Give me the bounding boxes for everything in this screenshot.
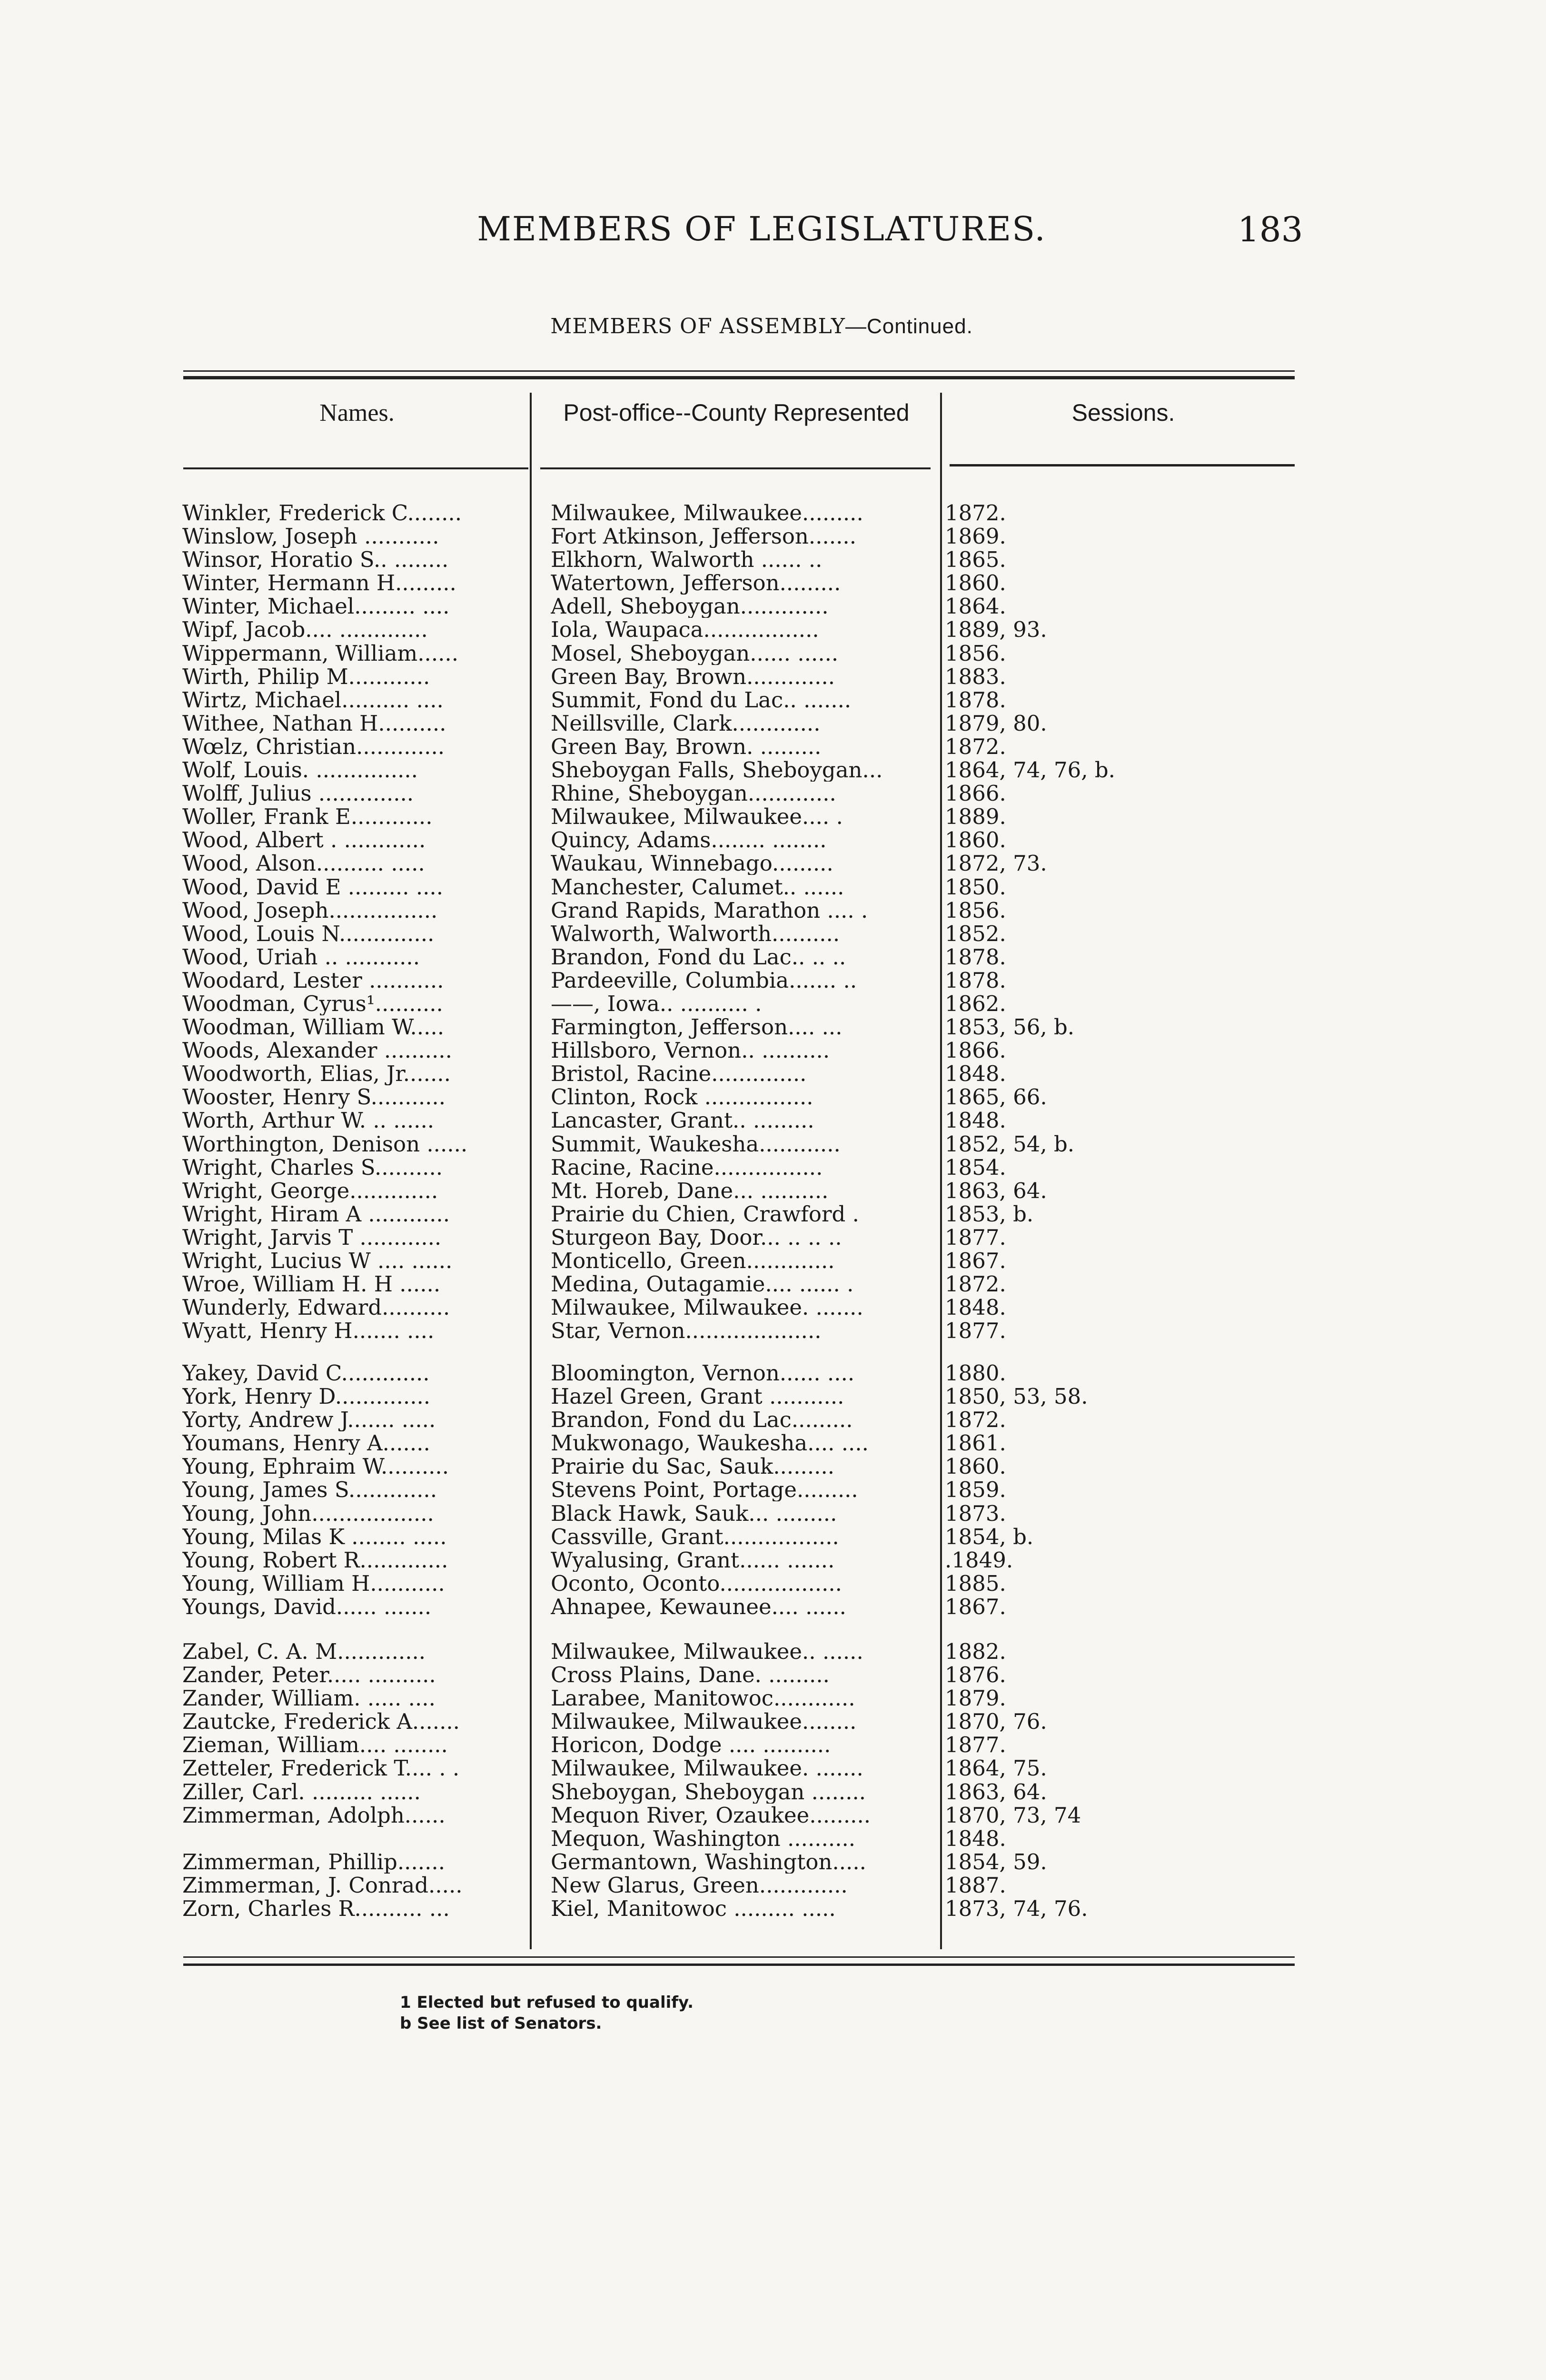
member-name: Young, William H........... xyxy=(182,1571,445,1595)
table-group-z xyxy=(0,1640,1546,1920)
sessions: 1873, 74, 76. xyxy=(945,1897,1088,1921)
member-name: Winslow, Joseph ........... xyxy=(182,525,439,548)
post-office-county: Cross Plains, Dane. ......... xyxy=(551,1663,830,1687)
member-name: Wood, Louis N.............. xyxy=(182,922,435,945)
table-row xyxy=(0,1085,1546,1109)
member-name: Wolf, Louis. ............... xyxy=(182,758,418,782)
table-row xyxy=(0,1850,1546,1874)
table-row xyxy=(0,1640,1546,1663)
member-name: Wunderly, Edward.......... xyxy=(182,1296,450,1319)
post-office-county: Milwaukee, Milwaukee......... xyxy=(551,501,863,525)
post-office-county: Quincy, Adams........ ........ xyxy=(551,828,827,852)
header-rule-post xyxy=(540,467,931,469)
member-name: Yorty, Andrew J....... ..... xyxy=(182,1408,436,1432)
sessions: 1856. xyxy=(945,898,1006,922)
sessions: 1873. xyxy=(945,1501,1006,1525)
sessions: 1863, 64. xyxy=(945,1179,1047,1202)
post-office-county: Mukwonago, Waukesha.... .... xyxy=(551,1431,869,1455)
subtitle-main: MEMBERS OF ASSEMBLY xyxy=(550,314,845,338)
table-row xyxy=(0,1663,1546,1686)
sessions: 1854. xyxy=(945,1155,1006,1179)
post-office-county: Bloomington, Vernon...... .... xyxy=(551,1361,855,1385)
sessions: 1860. xyxy=(945,1455,1006,1478)
sessions: 1879, 80. xyxy=(945,711,1047,735)
member-name: Wirth, Philip M............ xyxy=(182,664,430,688)
member-name: Yakey, David C............. xyxy=(182,1361,430,1385)
bottom-rule-1 xyxy=(183,1956,1295,1958)
member-name: Woods, Alexander .......... xyxy=(182,1039,452,1062)
post-office-county: Medina, Outagamie.... ...... . xyxy=(551,1272,854,1296)
sessions: 1866. xyxy=(945,782,1006,805)
table-row xyxy=(0,1595,1546,1618)
sessions: 1870, 73, 74 xyxy=(945,1803,1081,1827)
table-row xyxy=(0,992,1546,1015)
member-name: Wood, Joseph................ xyxy=(182,898,438,922)
sessions: 1878. xyxy=(945,688,1006,712)
table-row xyxy=(0,1733,1546,1756)
sessions: 1854, 59. xyxy=(945,1850,1047,1874)
sessions: 1848. xyxy=(945,1062,1006,1086)
subtitle-continued: —Continued. xyxy=(845,315,973,338)
member-name: York, Henry D.............. xyxy=(182,1385,431,1408)
member-name: Zimmerman, J. Conrad..... xyxy=(182,1873,463,1897)
member-name: Wroe, William H. H ...... xyxy=(182,1272,441,1296)
post-office-county: Sheboygan Falls, Sheboygan... xyxy=(551,758,883,782)
sessions: 1861. xyxy=(945,1431,1006,1455)
member-name: Zimmerman, Phillip....... xyxy=(182,1850,445,1874)
post-office-county: Fort Atkinson, Jefferson....... xyxy=(551,525,857,548)
post-office-county: Milwaukee, Milwaukee.... . xyxy=(551,805,843,829)
table-row xyxy=(0,665,1546,688)
sessions: 1864, 75. xyxy=(945,1756,1047,1780)
post-office-county: Oconto, Oconto.................. xyxy=(551,1571,842,1595)
post-office-county: Monticello, Green............. xyxy=(551,1249,835,1272)
member-name: Zieman, William.... ........ xyxy=(182,1733,448,1757)
post-office-county: Summit, Waukesha............ xyxy=(551,1132,841,1156)
running-title: MEMBERS OF LEGISLATURES. xyxy=(477,209,1046,248)
table-row xyxy=(0,1226,1546,1249)
table-row xyxy=(0,875,1546,899)
table-row xyxy=(0,1132,1546,1156)
sessions: 1865, 66. xyxy=(945,1085,1047,1109)
member-name: Zorn, Charles R.......... ... xyxy=(182,1897,450,1921)
table-row xyxy=(0,712,1546,735)
post-office-county: Green Bay, Brown............. xyxy=(551,664,835,688)
member-name: Wood, Albert . ............ xyxy=(182,828,426,852)
member-name: Zautcke, Frederick A....... xyxy=(182,1710,460,1734)
table-row xyxy=(0,1296,1546,1319)
sessions: 1859. xyxy=(945,1478,1006,1502)
sessions: 1852. xyxy=(945,922,1006,945)
table-row xyxy=(0,1804,1546,1827)
post-office-county: Ahnapee, Kewaunee.... ...... xyxy=(551,1595,846,1618)
table-row xyxy=(0,1431,1546,1455)
column-header-post-office: Post-office--County Represented xyxy=(563,399,910,426)
sessions: 1848. xyxy=(945,1109,1006,1132)
sessions: 1882. xyxy=(945,1640,1006,1663)
table-group-w xyxy=(0,501,1546,1342)
member-name: Young, Ephraim W.......... xyxy=(182,1455,449,1478)
sessions: 1848. xyxy=(945,1296,1006,1319)
post-office-county: Grand Rapids, Marathon .... . xyxy=(551,898,868,922)
table-row xyxy=(0,1062,1546,1085)
sessions: 1853, 56, b. xyxy=(945,1015,1075,1039)
member-name: Young, James S............. xyxy=(182,1478,437,1502)
post-office-county: Green Bay, Brown. ......... xyxy=(551,734,822,758)
table-row xyxy=(0,1502,1546,1525)
member-name: Wood, Alson.......... ..... xyxy=(182,852,425,875)
member-name: Wipf, Jacob.... ............. xyxy=(182,618,428,642)
sessions: 1876. xyxy=(945,1663,1006,1687)
post-office-county: Mt. Horeb, Dane... .......... xyxy=(551,1179,829,1202)
sessions: 1872. xyxy=(945,501,1006,525)
member-name: Wirtz, Michael.......... .... xyxy=(182,688,444,712)
table-row xyxy=(0,922,1546,945)
sessions: 1850. xyxy=(945,875,1006,899)
member-name: Wyatt, Henry H....... .... xyxy=(182,1319,435,1343)
table-row xyxy=(0,1756,1546,1780)
member-name: Withee, Nathan H.......... xyxy=(182,711,446,735)
post-office-county: Milwaukee, Milwaukee........ xyxy=(551,1710,857,1734)
sessions: 1865. xyxy=(945,548,1006,572)
post-office-county: Germantown, Washington..... xyxy=(551,1850,866,1874)
post-office-county: Mosel, Sheboygan...... ...... xyxy=(551,641,839,665)
post-office-county: Bristol, Racine.............. xyxy=(551,1062,807,1086)
post-office-county: Stevens Point, Portage......... xyxy=(551,1478,858,1502)
post-office-county: Prairie du Chien, Crawford . xyxy=(551,1202,859,1226)
sessions: 1867. xyxy=(945,1595,1006,1618)
post-office-county: Watertown, Jefferson......... xyxy=(551,571,841,595)
sessions: 1852, 54, b. xyxy=(945,1132,1075,1156)
member-name: Young, Robert R............. xyxy=(182,1548,448,1572)
sessions: 1856. xyxy=(945,641,1006,665)
post-office-county: Lancaster, Grant.. ......... xyxy=(551,1109,814,1132)
member-name: Wippermann, William...... xyxy=(182,641,459,665)
member-name: Youngs, David...... ....... xyxy=(182,1595,432,1618)
member-name: Wright, Lucius W .... ...... xyxy=(182,1249,453,1272)
post-office-county: New Glarus, Green............. xyxy=(551,1873,848,1897)
member-name: Wood, David E ......... .... xyxy=(182,875,444,899)
post-office-county: Horicon, Dodge .... .......... xyxy=(551,1733,831,1757)
member-name: Zimmerman, Adolph...... xyxy=(182,1803,446,1827)
post-office-county: Milwaukee, Milwaukee. ....... xyxy=(551,1756,863,1780)
table-row xyxy=(0,525,1546,548)
post-office-county: Sturgeon Bay, Door... .. .. .. xyxy=(551,1225,842,1249)
sessions: 1885. xyxy=(945,1571,1006,1595)
sessions: .1849. xyxy=(945,1548,1013,1572)
table-row xyxy=(0,945,1546,969)
member-name: Worth, Arthur W. .. ...... xyxy=(182,1109,435,1132)
sessions: 1864. xyxy=(945,595,1006,618)
post-office-county: Farmington, Jefferson.... ... xyxy=(551,1015,842,1039)
table-row xyxy=(0,1109,1546,1132)
post-office-county: Milwaukee, Milwaukee. ....... xyxy=(551,1296,863,1319)
table-row xyxy=(0,595,1546,618)
member-name: Woodman, William W..... xyxy=(182,1015,445,1039)
member-name: Woller, Frank E............ xyxy=(182,805,433,829)
member-name: Young, John.................. xyxy=(182,1501,434,1525)
member-name: Woodard, Lester ........... xyxy=(182,968,444,992)
sessions: 1850, 53, 58. xyxy=(945,1385,1088,1408)
post-office-county: Iola, Waupaca................. xyxy=(551,618,819,642)
table-row xyxy=(0,1874,1546,1897)
table-row xyxy=(0,828,1546,852)
post-office-county: Elkhorn, Walworth ...... .. xyxy=(551,548,823,572)
table-row xyxy=(0,1548,1546,1572)
sessions: 1866. xyxy=(945,1039,1006,1062)
table-group-y xyxy=(0,1361,1546,1618)
post-office-county: Summit, Fond du Lac.. ....... xyxy=(551,688,852,712)
member-name: Woodworth, Elias, Jr....... xyxy=(182,1062,451,1086)
member-name: Wright, George............. xyxy=(182,1179,438,1202)
table-row xyxy=(0,1572,1546,1595)
table-row xyxy=(0,1897,1546,1920)
table-row xyxy=(0,1686,1546,1710)
member-name: Ziller, Carl. ......... ...... xyxy=(182,1780,421,1804)
sessions: 1877. xyxy=(945,1225,1006,1249)
post-office-county: Racine, Racine................ xyxy=(551,1155,823,1179)
member-name: Winsor, Horatio S.. ........ xyxy=(182,548,449,572)
sessions: 1877. xyxy=(945,1319,1006,1343)
post-office-county: Hazel Green, Grant ........... xyxy=(551,1385,844,1408)
post-office-county: Wyalusing, Grant...... ....... xyxy=(551,1548,835,1572)
post-office-county: Walworth, Walworth.......... xyxy=(551,922,840,945)
post-office-county: Mequon, Washington .......... xyxy=(551,1826,856,1850)
member-name: Winter, Hermann H......... xyxy=(182,571,456,595)
member-name: Wright, Jarvis T ............ xyxy=(182,1225,442,1249)
table-row xyxy=(0,1319,1546,1342)
sessions: 1848. xyxy=(945,1826,1006,1850)
page-number: 183 xyxy=(1238,209,1303,249)
table-row xyxy=(0,1039,1546,1062)
member-name: Woodman, Cyrus¹.......... xyxy=(182,992,443,1015)
table-row xyxy=(0,1408,1546,1431)
post-office-county: Clinton, Rock ................ xyxy=(551,1085,813,1109)
table-row xyxy=(0,1385,1546,1408)
member-name: Zander, William. ..... .... xyxy=(182,1686,436,1710)
header-rule-sessions xyxy=(950,464,1295,466)
sessions: 1872, 73. xyxy=(945,852,1047,875)
section-subtitle xyxy=(483,314,1040,338)
table-row xyxy=(0,501,1546,525)
post-office-county: Larabee, Manitowoc............ xyxy=(551,1686,855,1710)
sessions: 1854, b. xyxy=(945,1525,1034,1548)
table-row xyxy=(0,1780,1546,1804)
post-office-county: Pardeeville, Columbia....... .. xyxy=(551,968,857,992)
table-row xyxy=(0,1156,1546,1179)
table-row xyxy=(0,571,1546,595)
sessions: 1872. xyxy=(945,734,1006,758)
top-rule-1 xyxy=(183,370,1295,372)
post-office-county: Adell, Sheboygan............. xyxy=(551,595,829,618)
table-row xyxy=(0,899,1546,922)
post-office-county: Neillsville, Clark............. xyxy=(551,711,821,735)
table-row xyxy=(0,1478,1546,1501)
table-row xyxy=(0,805,1546,828)
table-row xyxy=(0,1272,1546,1296)
post-office-county: Cassville, Grant................. xyxy=(551,1525,839,1548)
member-name: Zetteler, Frederick T.... . . xyxy=(182,1756,460,1780)
member-name: Wœlz, Christian............. xyxy=(182,734,445,758)
footnote-1: 1 Elected but refused to qualify. xyxy=(400,1993,694,2012)
member-name: Wolff, Julius .............. xyxy=(182,782,414,805)
sessions: 1853, b. xyxy=(945,1202,1034,1226)
table-row xyxy=(0,1361,1546,1385)
sessions: 1860. xyxy=(945,571,1006,595)
table-row xyxy=(0,688,1546,712)
member-name: Youmans, Henry A....... xyxy=(182,1431,430,1455)
column-header-sessions: Sessions. xyxy=(1071,399,1175,426)
sessions: 1867. xyxy=(945,1249,1006,1272)
table-row xyxy=(0,969,1546,992)
sessions: 1872. xyxy=(945,1408,1006,1432)
sessions: 1878. xyxy=(945,968,1006,992)
sessions: 1880. xyxy=(945,1361,1006,1385)
footnotes xyxy=(400,1992,694,2034)
table-row xyxy=(0,1525,1546,1548)
member-name: Winter, Michael......... .... xyxy=(182,595,450,618)
table-row xyxy=(0,642,1546,665)
member-name: Zander, Peter..... .......... xyxy=(182,1663,436,1687)
post-office-county: Waukau, Winnebago......... xyxy=(551,852,833,875)
post-office-county: Mequon River, Ozaukee......... xyxy=(551,1803,871,1827)
member-name: Wood, Uriah .. ........... xyxy=(182,945,420,969)
sessions: 1887. xyxy=(945,1873,1006,1897)
post-office-county: Kiel, Manitowoc ......... ..... xyxy=(551,1897,836,1921)
table-row xyxy=(0,735,1546,758)
member-name: Young, Milas K ........ ..... xyxy=(182,1525,447,1548)
post-office-county: Brandon, Fond du Lac......... xyxy=(551,1408,853,1432)
member-name: Wright, Charles S.......... xyxy=(182,1155,443,1179)
table-row xyxy=(0,1827,1546,1850)
sessions: 1869. xyxy=(945,525,1006,548)
sessions: 1862. xyxy=(945,992,1006,1015)
table-row xyxy=(0,1455,1546,1478)
table-row xyxy=(0,1710,1546,1733)
post-office-county: Hillsboro, Vernon.. .......... xyxy=(551,1039,830,1062)
footnote-2: b See list of Senators. xyxy=(400,2014,602,2033)
table-row xyxy=(0,852,1546,875)
post-office-county: Rhine, Sheboygan............. xyxy=(551,782,836,805)
post-office-county: Sheboygan, Sheboygan ........ xyxy=(551,1780,866,1804)
sessions: 1864, 74, 76, b. xyxy=(945,758,1115,782)
header-rule-names xyxy=(183,467,528,469)
sessions: 1889. xyxy=(945,805,1006,829)
sessions: 1878. xyxy=(945,945,1006,969)
table-row xyxy=(0,1015,1546,1039)
member-name: Wright, Hiram A ............ xyxy=(182,1202,450,1226)
table-row xyxy=(0,782,1546,805)
post-office-county: ——, Iowa.. .......... . xyxy=(551,992,762,1015)
table-row xyxy=(0,758,1546,782)
post-office-county: Milwaukee, Milwaukee.. ...... xyxy=(551,1640,863,1663)
member-name: Worthington, Denison ...... xyxy=(182,1132,468,1156)
table-row xyxy=(0,618,1546,641)
table-row xyxy=(0,1179,1546,1202)
post-office-county: Star, Vernon.................... xyxy=(551,1319,822,1343)
sessions: 1879. xyxy=(945,1686,1006,1710)
sessions: 1877. xyxy=(945,1733,1006,1757)
sessions: 1860. xyxy=(945,828,1006,852)
member-name: Winkler, Frederick C........ xyxy=(182,501,462,525)
bottom-rule-2 xyxy=(183,1964,1295,1966)
post-office-county: Prairie du Sac, Sauk......... xyxy=(551,1455,835,1478)
sessions: 1872. xyxy=(945,1272,1006,1296)
top-rule-2 xyxy=(183,376,1295,379)
table-row xyxy=(0,548,1546,571)
column-header-names: Names. xyxy=(319,399,395,426)
sessions: 1883. xyxy=(945,664,1006,688)
sessions: 1870, 76. xyxy=(945,1710,1047,1734)
sessions: 1863, 64. xyxy=(945,1780,1047,1804)
post-office-county: Manchester, Calumet.. ...... xyxy=(551,875,844,899)
table-row xyxy=(0,1249,1546,1272)
sessions: 1889, 93. xyxy=(945,618,1047,642)
member-name: Wooster, Henry S........... xyxy=(182,1085,446,1109)
post-office-county: Black Hawk, Sauk... ......... xyxy=(551,1501,837,1525)
post-office-county: Brandon, Fond du Lac.. .. .. xyxy=(551,945,846,969)
member-name: Zabel, C. A. M............. xyxy=(182,1640,426,1663)
table-row xyxy=(0,1202,1546,1226)
